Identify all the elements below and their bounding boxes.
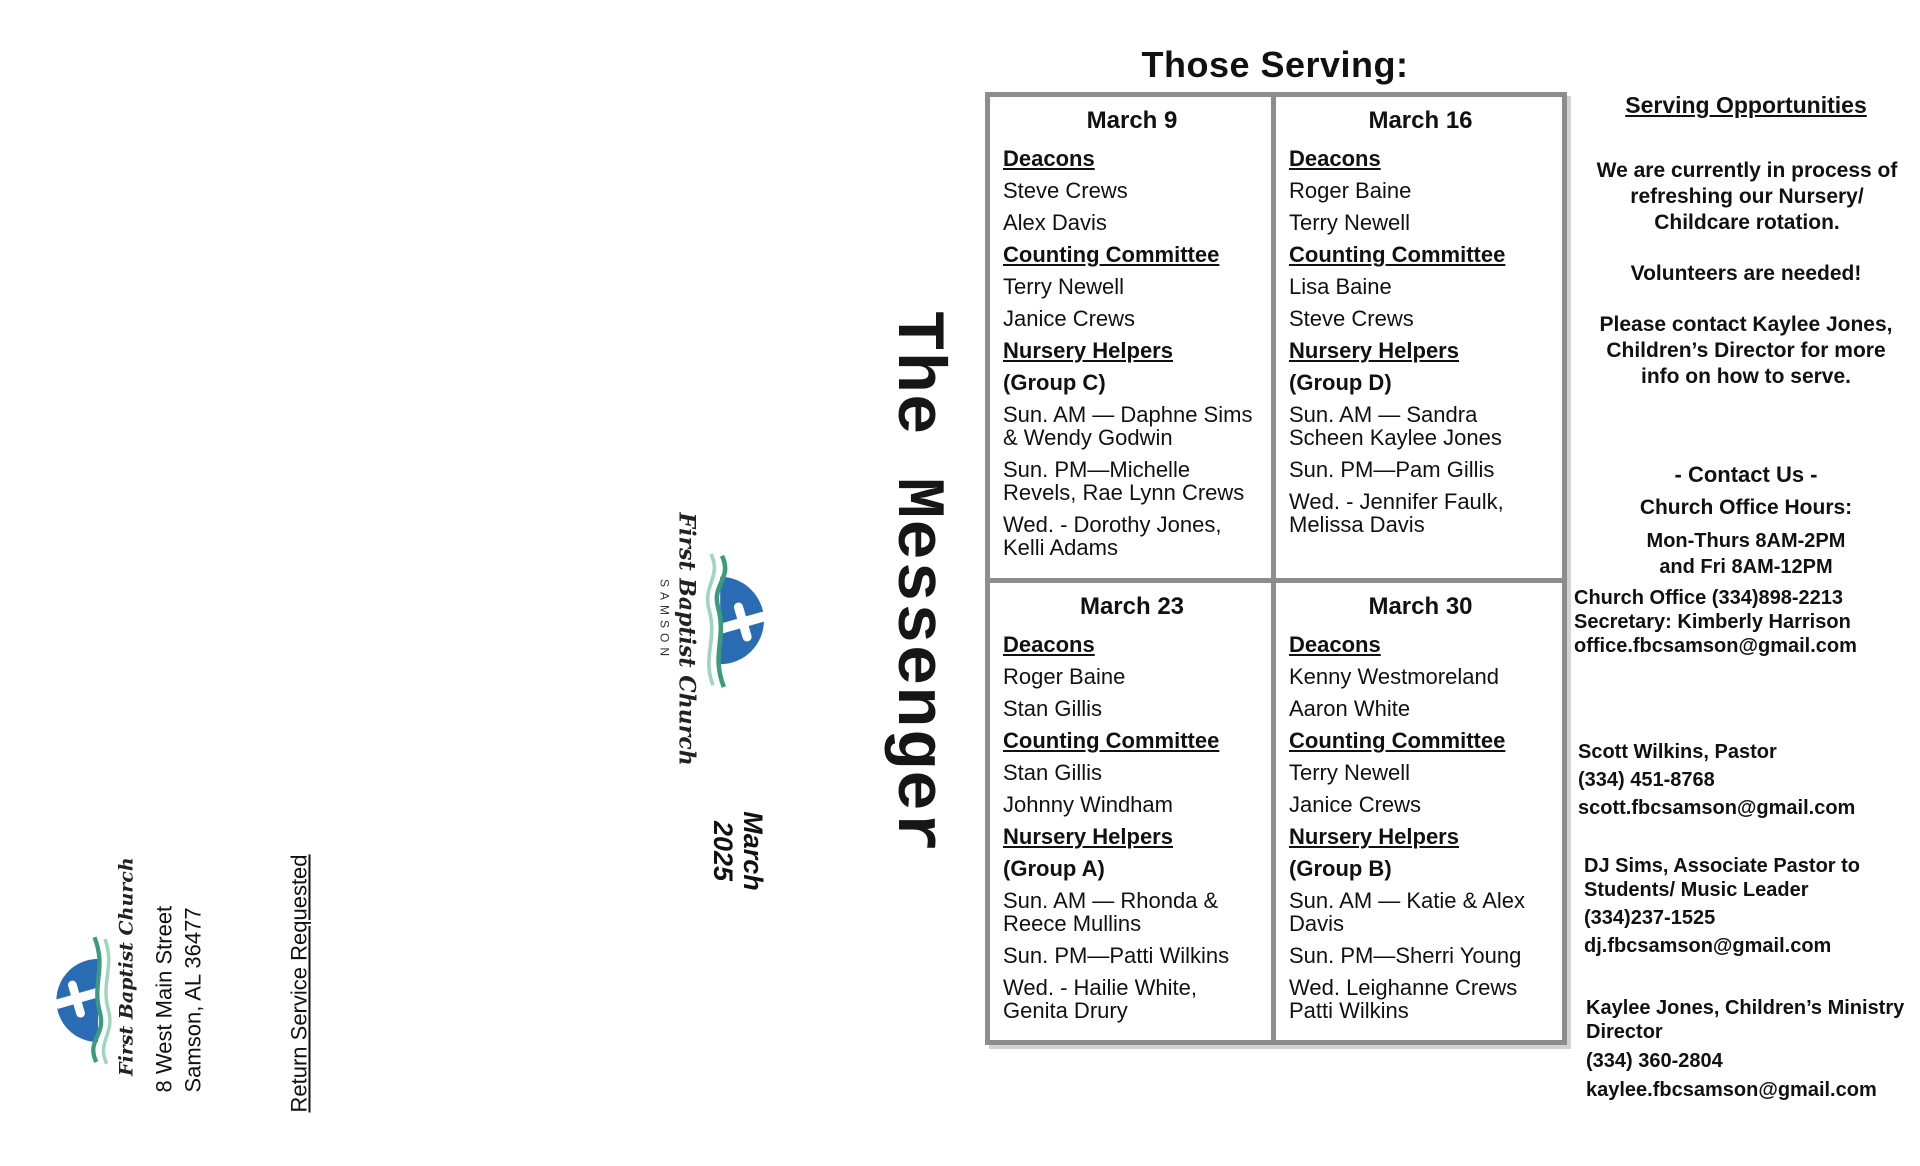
wave-icon [708, 553, 715, 684]
nursery-refresh-paragraph: We are currently in process of refreshing our Nursery/ Childcare rotation. [1596, 159, 1898, 234]
volunteers-needed-line: Volunteers are needed! [1630, 262, 1862, 285]
church-city-label: SAMSON [657, 578, 672, 661]
text-line: Church Office (334)898-2213 [1574, 587, 1844, 609]
text-line: (334) 360-2804 [1586, 1050, 1723, 1072]
schedule-section-heading: (Group A) [1003, 856, 1105, 881]
text-line: Kaylee Jones, Children’s Ministry Director [1586, 997, 1905, 1043]
cover-church-logo [629, 512, 779, 766]
contact-kaylee-paragraph: Please contact Kaylee Jones, Children’s Director for more info on how to serve. [1599, 313, 1893, 388]
schedule-section-heading: (Group B) [1289, 856, 1392, 881]
church-emblem [697, 540, 779, 700]
mailing-address [150, 884, 208, 1093]
church-office-contact [1574, 586, 1920, 658]
schedule-section-heading: Deacons [1003, 146, 1095, 171]
text-line: and Fri 8AM-12PM [1659, 556, 1833, 578]
schedule-section-heading: Counting Committee [1003, 728, 1220, 753]
schedule-section-heading: Counting Committee [1289, 242, 1506, 267]
schedule-cell-march-30 [1276, 583, 1562, 1040]
schedule-entry: Sun. PM—Michelle Revels, Rae Lynn Crews [1003, 457, 1245, 505]
schedule-entry: Stan Gillis [1003, 696, 1103, 721]
schedule-entry: Steve Crews [1003, 178, 1128, 203]
schedule-entry: Janice Crews [1289, 792, 1422, 817]
schedule-section-heading: Nursery Helpers [1003, 338, 1173, 363]
text-line: Mon-Thurs 8AM-2PM [1646, 530, 1846, 552]
schedule-section-heading: Deacons [1003, 632, 1095, 657]
schedule-entry: Terry Newell [1289, 210, 1411, 235]
schedule-section-heading: Deacons [1289, 146, 1381, 171]
schedule-entry: Roger Baine [1003, 664, 1126, 689]
schedule-entry: Lisa Baine [1289, 274, 1392, 299]
return-service-notice: Return Service Requested [286, 854, 312, 1113]
schedule-entry: Sun. AM — Katie & Alex Davis [1289, 888, 1526, 936]
schedule-entry: Sun. AM — Daphne Sims & Wendy Godwin [1003, 402, 1253, 450]
text-line: office.fbcsamson@gmail.com [1574, 635, 1857, 657]
contact-us-heading: - Contact Us - [1674, 462, 1818, 487]
schedule-section-heading: (Group D) [1289, 370, 1392, 395]
text-line: Scott Wilkins, Pastor [1578, 741, 1777, 763]
schedule-cell-march-23 [990, 583, 1276, 1040]
schedule-date: March 9 [1086, 107, 1178, 134]
schedule-entry: Terry Newell [1003, 274, 1125, 299]
schedule-cell-march-9 [990, 97, 1276, 583]
text-line: DJ Sims, Associate Pastor to Students/ Music Leader [1584, 855, 1861, 901]
schedule-entry: Terry Newell [1289, 760, 1411, 785]
issue-year: 2025 [708, 820, 738, 882]
text-line: dj.fbcsamson@gmail.com [1584, 935, 1832, 957]
schedule-entry: Sun. PM—Sherri Young [1289, 943, 1522, 968]
newsletter-title: The Messenger [878, 310, 955, 854]
serving-schedule-table [985, 92, 1567, 1045]
text-line: kaylee.fbcsamson@gmail.com [1586, 1079, 1877, 1101]
associate-pastor-contact [1584, 854, 1920, 962]
schedule-section-heading: Counting Committee [1289, 728, 1506, 753]
page-title: Those Serving: [1141, 44, 1409, 85]
mailing-panel [43, 854, 313, 1119]
office-hours [1572, 528, 1920, 580]
text-line: Samson, AL 36477 [180, 907, 206, 1093]
schedule-entry: Johnny Windham [1003, 792, 1173, 817]
church-name-script: First Baptist Church [673, 512, 700, 766]
schedule-section-heading: Nursery Helpers [1289, 338, 1459, 363]
schedule-entry: Alex Davis [1003, 210, 1107, 235]
schedule-entry: Wed. - Jennifer Faulk, Melissa Davis [1289, 489, 1504, 537]
text-line: 8 West Main Street [151, 905, 177, 1093]
schedule-entry: Sun. PM—Pam Gillis [1289, 457, 1495, 482]
schedule-date: March 16 [1368, 107, 1473, 134]
schedule-entry: Steve Crews [1289, 306, 1414, 331]
schedule-entry: Sun. AM — Sandra Scheen Kaylee Jones [1289, 402, 1502, 450]
schedule-entry: Janice Crews [1003, 306, 1136, 331]
schedule-entry: Aaron White [1289, 696, 1411, 721]
text-line: (334)237-1525 [1584, 907, 1716, 929]
schedule-date: March 30 [1368, 593, 1473, 620]
schedule-entry: Sun. PM—Patti Wilkins [1003, 943, 1230, 968]
pastor-contact [1578, 740, 1920, 824]
office-hours-label: Church Office Hours: [1639, 496, 1853, 519]
church-emblem [43, 926, 121, 1076]
schedule-section-heading: (Group C) [1003, 370, 1106, 395]
text-line: scott.fbcsamson@gmail.com [1578, 797, 1856, 819]
text-line: Secretary: Kimberly Harrison [1574, 611, 1851, 633]
schedule-entry: Sun. AM — Rhonda & Reece Mullins [1003, 888, 1219, 936]
wave-icon [103, 939, 109, 1064]
schedule-entry: Roger Baine [1289, 178, 1412, 203]
schedule-entry: Stan Gillis [1003, 760, 1103, 785]
church-name-script: First Baptist Church [115, 857, 138, 1076]
church-logo [43, 857, 138, 1076]
schedule-section-heading: Counting Committee [1003, 242, 1220, 267]
schedule-cell-march-16 [1276, 97, 1562, 583]
schedule-entry: Wed. - Dorothy Jones, Kelli Adams [1003, 512, 1222, 560]
schedule-date: March 23 [1079, 593, 1185, 620]
serving-opportunities-heading: Serving Opportunities [1625, 92, 1867, 118]
schedule-entry: Wed. - Hailie White, Genita Drury [1003, 975, 1197, 1023]
schedule-section-heading: Nursery Helpers [1003, 824, 1173, 849]
issue-date [708, 801, 768, 901]
issue-month: March [738, 811, 768, 891]
schedule-section-heading: Nursery Helpers [1289, 824, 1459, 849]
schedule-section-heading: Deacons [1289, 632, 1381, 657]
schedule-entry: Kenny Westmoreland [1289, 664, 1499, 689]
children-director-contact [1586, 996, 1920, 1107]
schedule-entry: Wed. Leighanne Crews Patti Wilkins [1289, 975, 1518, 1023]
text-line: (334) 451-8768 [1578, 769, 1715, 791]
